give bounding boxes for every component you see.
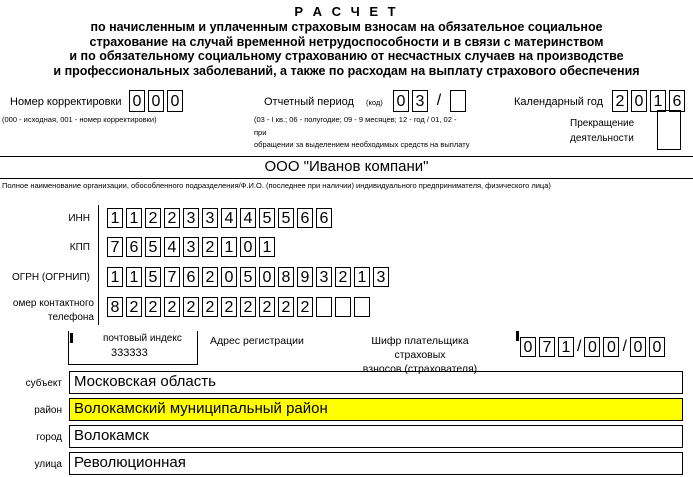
ogrn-digit[interactable]: 0 [221, 267, 237, 287]
kpp-digit[interactable]: 6 [126, 237, 142, 257]
phone-digit[interactable] [354, 297, 370, 317]
correction-digit[interactable]: 0 [129, 90, 145, 112]
ogrn-digit[interactable]: 3 [316, 267, 332, 287]
inn-digit[interactable]: 3 [202, 208, 218, 228]
postal-value[interactable]: 333333 [111, 347, 148, 359]
city-field[interactable]: Волокамск [69, 425, 683, 448]
ogrn-digit[interactable]: 1 [107, 267, 123, 287]
phone-digit[interactable]: 2 [240, 297, 256, 317]
termination-line-2: деятельности [570, 133, 634, 144]
period-separator: / [436, 92, 442, 109]
kpp-digit[interactable]: 1 [221, 237, 237, 257]
year-digit[interactable]: 2 [612, 90, 628, 112]
period-hint-1: (03 - I кв.; 06 - полугодие; 09 - 9 месяцев; 12 - год / 01, 02 - [254, 115, 457, 124]
year-label: Календарный год [514, 96, 604, 108]
org-name[interactable]: ООО "Иванов компани" [264, 158, 429, 175]
form-title: Р А С Ч Е Т [294, 4, 399, 19]
correction-digit[interactable]: 0 [167, 90, 183, 112]
year-cells[interactable] [612, 90, 685, 112]
form-subtitle-line-3: и по обязательному социальному страхованию от несчастных случаев на производстве [69, 49, 624, 63]
kpp-label: КПП [69, 242, 90, 253]
phone-digit[interactable]: 2 [202, 297, 218, 317]
correction-hint: (000 - исходная, 001 - номер корректировки) [2, 115, 157, 124]
registration-address-label: Адрес регистрации [210, 335, 304, 347]
period-hint-2: при [254, 128, 267, 137]
phone-digit[interactable]: 8 [107, 297, 123, 317]
ogrn-digit[interactable]: 5 [240, 267, 256, 287]
year-digit[interactable]: 6 [669, 90, 685, 112]
inn-digit[interactable]: 2 [145, 208, 161, 228]
inn-digit[interactable]: 3 [183, 208, 199, 228]
ogrn-label: ОГРН (ОГРНИП) [12, 272, 90, 283]
phone-digit[interactable]: 2 [145, 297, 161, 317]
ogrn-digit[interactable]: 2 [202, 267, 218, 287]
cipher-digit[interactable]: 7 [539, 337, 555, 357]
year-digit[interactable]: 0 [631, 90, 647, 112]
termination-label [570, 116, 634, 146]
phone-digit[interactable]: 2 [164, 297, 180, 317]
form-subtitle-line-1: по начисленным и уплаченным страховым взносам на обязательное социальное [90, 20, 603, 34]
inn-digit[interactable]: 5 [259, 208, 275, 228]
cipher-digit[interactable]: 0 [584, 337, 600, 357]
ogrn-digit[interactable]: 5 [145, 267, 161, 287]
ogrn-digit[interactable]: 7 [164, 267, 180, 287]
kpp-digit[interactable]: 4 [164, 237, 180, 257]
postal-label: почтовый индекс [103, 333, 182, 344]
ogrn-digit[interactable]: 1 [126, 267, 142, 287]
cipher-digit[interactable]: 0 [603, 337, 619, 357]
inn-cells[interactable] [107, 208, 335, 228]
inn-digit[interactable]: 2 [164, 208, 180, 228]
correction-cells[interactable] [129, 90, 186, 112]
phone-label-line-1: омер контактного [12, 298, 94, 309]
cipher-digit[interactable]: 0 [520, 337, 536, 357]
period-digit[interactable]: 3 [412, 90, 428, 112]
phone-label [0, 297, 94, 325]
cipher-corner-mark [516, 331, 519, 341]
city-label: город [36, 432, 62, 443]
year-digit[interactable]: 1 [650, 90, 666, 112]
phone-digit[interactable]: 2 [278, 297, 294, 317]
ogrn-digit[interactable]: 9 [297, 267, 313, 287]
phone-digit[interactable]: 2 [259, 297, 275, 317]
kpp-digit[interactable]: 2 [202, 237, 218, 257]
phone-cells[interactable] [107, 297, 373, 317]
kpp-digit[interactable]: 0 [240, 237, 256, 257]
cipher-digit[interactable]: 0 [630, 337, 646, 357]
phone-digit[interactable]: 2 [297, 297, 313, 317]
ogrn-digit[interactable]: 8 [278, 267, 294, 287]
cipher-separator: / [622, 338, 627, 355]
inn-digit[interactable]: 6 [297, 208, 313, 228]
kpp-digit[interactable]: 1 [259, 237, 275, 257]
period-cells[interactable] [393, 90, 469, 112]
kpp-digit[interactable]: 7 [107, 237, 123, 257]
termination-box[interactable] [657, 110, 681, 150]
inn-digit[interactable]: 6 [316, 208, 332, 228]
cipher-label-line-2: взносов (страхователя) [362, 363, 478, 375]
cipher-cells[interactable] [520, 337, 668, 357]
street-field[interactable]: Революционная [69, 452, 683, 475]
inn-digit[interactable]: 4 [221, 208, 237, 228]
cipher-separator: / [577, 338, 582, 355]
ogrn-digit[interactable]: 0 [259, 267, 275, 287]
period-digit[interactable]: 0 [393, 90, 409, 112]
period-code-label: (код) [366, 98, 383, 107]
inn-digit[interactable]: 5 [278, 208, 294, 228]
subject-label: субъект [25, 378, 62, 389]
kpp-digit[interactable]: 3 [183, 237, 199, 257]
kpp-digit[interactable]: 5 [145, 237, 161, 257]
phone-digit[interactable]: 2 [221, 297, 237, 317]
street-label: улица [34, 459, 62, 470]
form-subtitle-line-4: и профессиональных заболеваний, а также по расходам на выплату страхового обеспечения [53, 64, 640, 78]
ogrn-digit[interactable]: 2 [335, 267, 351, 287]
org-hint: Полное наименование организации, обособленного подразделения/Ф.И.О. (последнее при наличии) индивидуального предпринимателя, физического лица) [2, 181, 551, 190]
inn-digit[interactable]: 4 [240, 208, 256, 228]
corner-mark [70, 333, 73, 343]
org-top-rule [0, 156, 693, 157]
correction-digit[interactable]: 0 [148, 90, 164, 112]
ogrn-digit[interactable]: 3 [373, 267, 389, 287]
subject-field[interactable]: Московская область [69, 371, 683, 394]
cipher-digit[interactable]: 1 [558, 337, 574, 357]
phone-digit[interactable]: 2 [183, 297, 199, 317]
inn-digit[interactable]: 1 [107, 208, 123, 228]
phone-digit[interactable] [316, 297, 332, 317]
form-subtitle-line-2: страхование на случай временной нетрудоспособности и в связи с материнством [89, 35, 604, 49]
ogrn-digit[interactable]: 1 [354, 267, 370, 287]
ogrn-cells[interactable] [107, 267, 392, 287]
postal-box[interactable] [68, 331, 198, 365]
termination-line-1: Прекращение [570, 118, 635, 129]
kpp-cells[interactable] [107, 237, 278, 257]
district-field[interactable]: Волокамский муниципальный район [69, 398, 683, 421]
period-label: Отчетный период [264, 96, 354, 108]
cipher-label-line-1: Шифр плательщика страховых [371, 335, 469, 361]
inn-label: ИНН [68, 213, 90, 224]
inn-digit[interactable]: 1 [126, 208, 142, 228]
period-digit[interactable] [450, 90, 466, 112]
period-hint-3: обращении за выделением необходимых средств на выплату [254, 140, 470, 149]
label-separator [98, 205, 99, 325]
phone-digit[interactable] [335, 297, 351, 317]
ogrn-digit[interactable]: 6 [183, 267, 199, 287]
org-bottom-rule [0, 178, 693, 179]
correction-label: Номер корректировки [10, 96, 122, 108]
phone-digit[interactable]: 2 [126, 297, 142, 317]
district-label: район [34, 405, 62, 416]
phone-label-line-2: телефона [48, 312, 94, 323]
cipher-digit[interactable]: 0 [649, 337, 665, 357]
cipher-label [345, 334, 495, 376]
